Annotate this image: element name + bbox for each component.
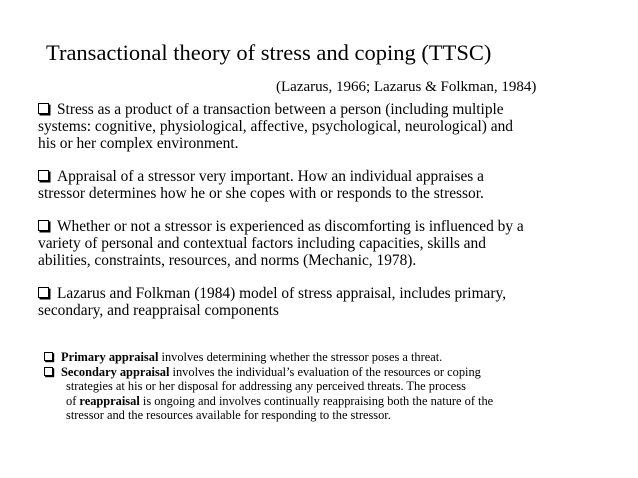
bullet-text: Lazarus and Folkman (1984) model of stress appraisal, includes primary, <box>57 285 507 302</box>
bullet-line <box>38 218 610 235</box>
sub-bullet-secondary <box>44 365 610 423</box>
sub-bullet-text: of <box>66 393 80 408</box>
bullet-text: Whether or not a stressor is experienced as discomforting is influenced by a <box>57 218 524 235</box>
sub-line <box>44 365 610 380</box>
bullet-text: Appraisal of a stressor very important. How an individual appraises a <box>57 168 484 185</box>
sub-line: strategies at his or her disposal for addressing any perceived threats. The process <box>66 379 466 394</box>
sub-bullet-text: involves determining whether the stressor poses a threat. <box>158 350 443 364</box>
checkbox-icon <box>38 103 49 114</box>
bullet-line <box>38 101 610 118</box>
bullet-item <box>38 101 610 152</box>
sub-line: stressor and the resources available for responding to the stressor. <box>66 408 391 423</box>
term-secondary-appraisal: Secondary appraisal <box>61 364 170 379</box>
checkbox-icon <box>38 287 49 298</box>
sub-line <box>44 394 610 409</box>
bullet-item <box>38 285 610 319</box>
citation: (Lazarus, 1966; Lazarus & Folkman, 1984) <box>276 79 537 95</box>
bullet-line: systems: cognitive, physiological, affective, psychological, neurological) and <box>38 118 513 135</box>
bullet-line: stressor determines how he or she copes with or responds to the stressor. <box>38 185 484 202</box>
sub-bullet-text: is ongoing and involves continually reappraising both the nature of the <box>139 393 494 408</box>
bullet-line: abilities, constraints, resources, and norms (Mechanic, 1978). <box>38 252 417 269</box>
bullet-text: Stress as a product of a transaction between a person (including multiple <box>57 101 504 118</box>
checkbox-icon <box>44 352 53 361</box>
sub-bullet-list <box>44 350 610 423</box>
bullet-item <box>38 168 610 202</box>
checkbox-icon <box>38 170 49 181</box>
sub-bullet-text: involves the individual’s evaluation of the resources or coping <box>169 364 481 379</box>
bullet-line <box>38 285 610 302</box>
bullet-list <box>38 101 610 335</box>
term-primary-appraisal: Primary appraisal <box>61 350 159 364</box>
sub-bullet-primary <box>44 350 610 365</box>
bullet-line: his or her complex environment. <box>38 135 239 152</box>
bullet-line: variety of personal and contextual factors including capacities, skills and <box>38 235 486 252</box>
checkbox-icon <box>38 220 49 231</box>
bullet-line <box>38 168 610 185</box>
bullet-item <box>38 218 610 269</box>
slide-title: Transactional theory of stress and coping (TTSC) <box>46 40 492 65</box>
term-reappraisal: reappraisal <box>79 393 140 408</box>
bullet-line: secondary, and reappraisal components <box>38 302 279 319</box>
checkbox-icon <box>44 367 53 376</box>
